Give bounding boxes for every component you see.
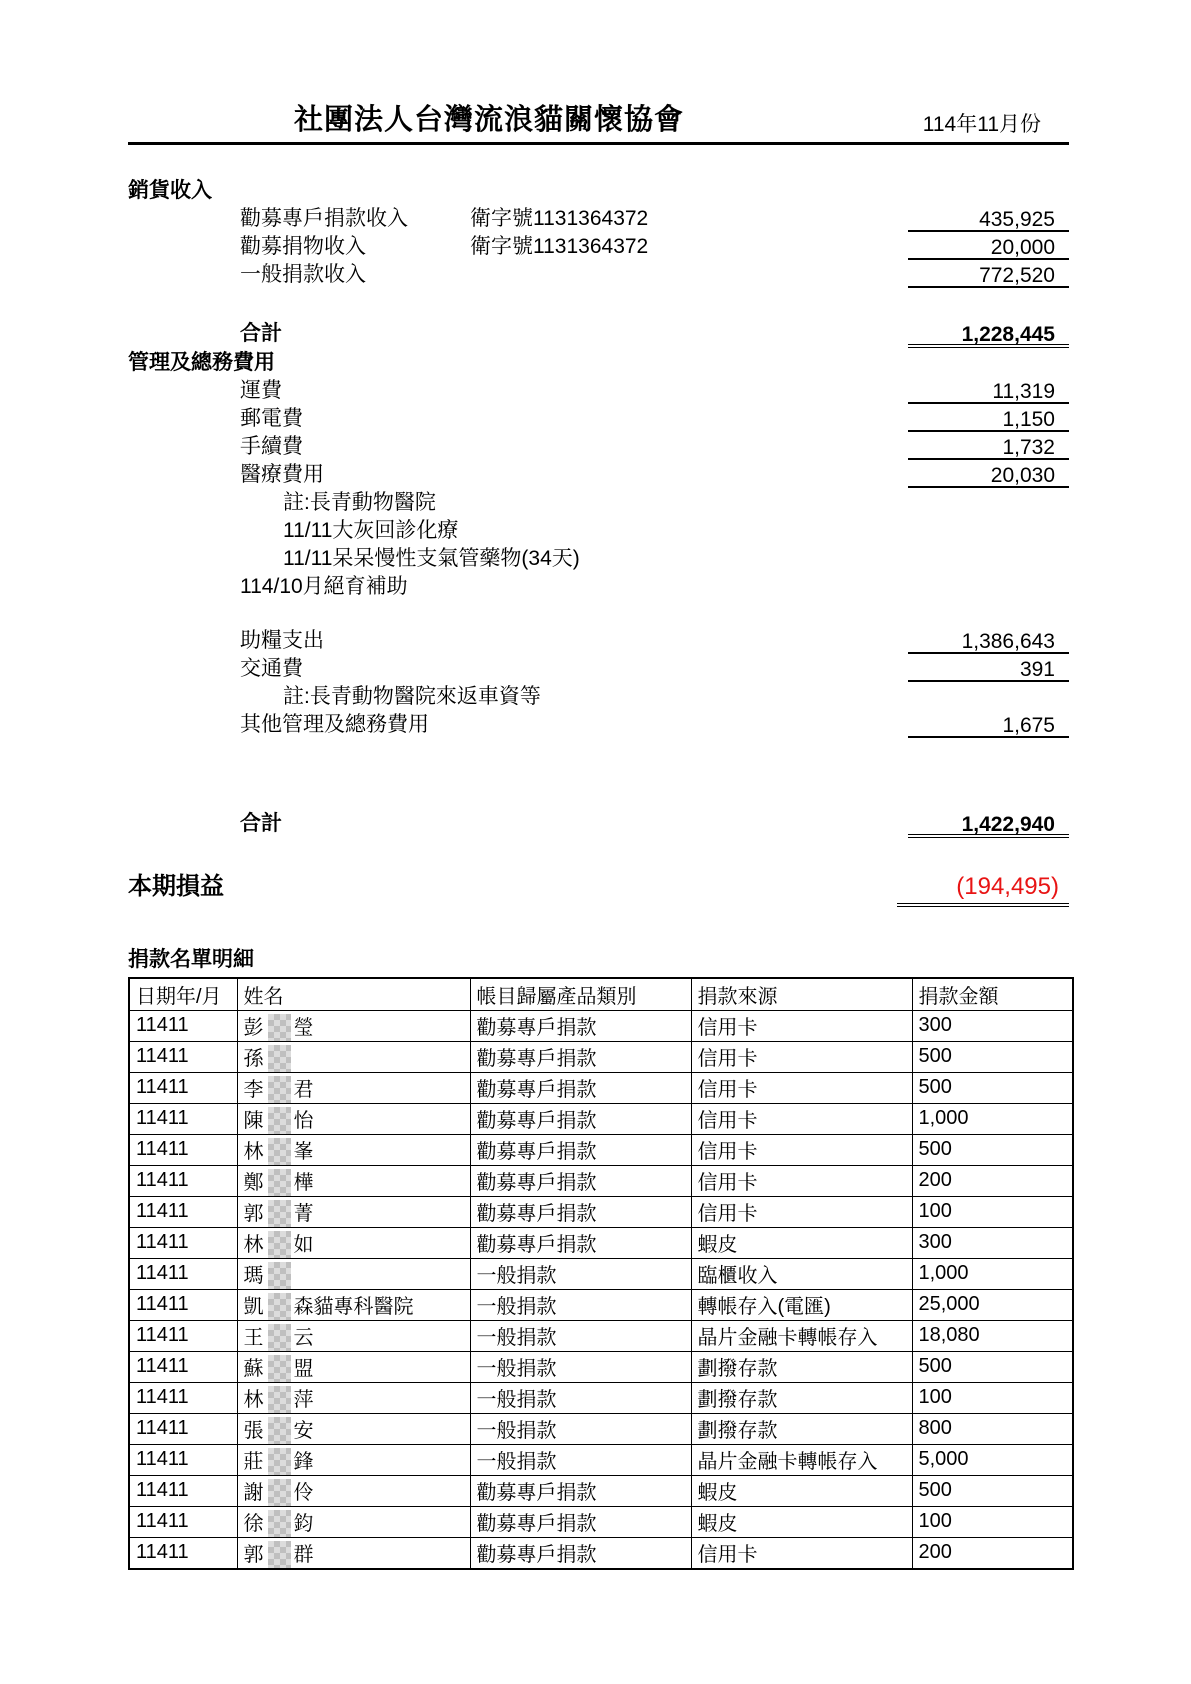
donation-source: 劃撥存款 <box>691 1413 912 1444</box>
donor-surname: 郭 <box>243 1202 264 1225</box>
expense-row-amount: 1,675 <box>908 712 1069 738</box>
donation-date: 11411 <box>129 1103 237 1134</box>
donor-surname: 王 <box>243 1326 264 1349</box>
expense-total-amount: 1,422,940 <box>908 810 1069 838</box>
expense-row-label: 手續費 <box>240 435 303 458</box>
donor-given-name: 如 <box>293 1233 314 1256</box>
donation-date: 11411 <box>129 1382 237 1413</box>
donor-given-name: 萍 <box>293 1388 314 1411</box>
donor-surname: 瑪 <box>243 1264 264 1287</box>
redacted-name-mask <box>268 1200 291 1227</box>
donation-category: 勸募專戶捐款 <box>470 1134 691 1165</box>
redacted-name-mask <box>268 1045 291 1072</box>
redacted-name-mask <box>268 1231 291 1258</box>
donation-category: 勸募專戶捐款 <box>470 1506 691 1537</box>
donor-given-name: 云 <box>293 1326 314 1349</box>
spacer <box>128 289 1069 319</box>
donation-amount: 18,080 <box>912 1320 1073 1351</box>
donation-date: 11411 <box>129 1320 237 1351</box>
income-row <box>128 261 1069 289</box>
donation-row <box>129 1196 1073 1227</box>
donation-row <box>129 1537 1073 1569</box>
donation-source: 蝦皮 <box>691 1227 912 1258</box>
donation-name <box>237 1165 470 1196</box>
expense-row <box>128 461 1069 489</box>
expense-row-label: 醫療費用 <box>240 463 324 486</box>
donation-date: 11411 <box>129 1413 237 1444</box>
donation-row <box>129 1041 1073 1072</box>
donation-name <box>237 1010 470 1041</box>
donation-source: 信用卡 <box>691 1010 912 1041</box>
expense-total-row <box>128 809 1069 839</box>
donation-source: 信用卡 <box>691 1537 912 1569</box>
donation-source: 信用卡 <box>691 1072 912 1103</box>
income-row-amount: 435,925 <box>908 206 1069 232</box>
donation-source: 信用卡 <box>691 1196 912 1227</box>
donation-row <box>129 1227 1073 1258</box>
expense-row <box>128 405 1069 433</box>
income-row <box>128 205 1069 233</box>
spacer <box>128 839 1069 867</box>
column-header-amount: 捐款金額 <box>912 978 1073 1010</box>
redacted-name-mask <box>268 1169 291 1196</box>
donation-name <box>237 1320 470 1351</box>
spacer <box>128 145 1069 177</box>
expense-total-label: 合計 <box>240 812 282 835</box>
donor-surname: 郭 <box>243 1543 264 1566</box>
donation-amount: 1,000 <box>912 1258 1073 1289</box>
donor-surname: 孫 <box>243 1047 264 1070</box>
donation-amount: 300 <box>912 1227 1073 1258</box>
expense-row-label: 助糧支出 <box>240 629 324 652</box>
donation-date: 11411 <box>129 1258 237 1289</box>
donor-surname: 李 <box>243 1078 264 1101</box>
donation-source: 轉帳存入(電匯) <box>691 1289 912 1320</box>
donation-row <box>129 1072 1073 1103</box>
donation-category: 勸募專戶捐款 <box>470 1103 691 1134</box>
donation-name <box>237 1351 470 1382</box>
donation-source: 信用卡 <box>691 1103 912 1134</box>
donation-date: 11411 <box>129 1227 237 1258</box>
donation-date: 11411 <box>129 1165 237 1196</box>
donation-name <box>237 1103 470 1134</box>
column-header-name: 姓名 <box>237 978 470 1010</box>
donation-category: 一般捐款 <box>470 1289 691 1320</box>
donation-date: 11411 <box>129 1475 237 1506</box>
donation-name <box>237 1072 470 1103</box>
donor-surname: 蘇 <box>243 1357 264 1380</box>
redacted-name-mask <box>268 1479 291 1506</box>
donation-source: 晶片金融卡轉帳存入 <box>691 1320 912 1351</box>
expense-note <box>128 573 1069 601</box>
expense-row <box>128 627 1069 655</box>
donation-amount: 500 <box>912 1351 1073 1382</box>
donation-category: 一般捐款 <box>470 1351 691 1382</box>
donor-given-name: 峯 <box>293 1140 314 1163</box>
donor-surname: 凱 <box>243 1295 264 1318</box>
donation-source: 臨櫃收入 <box>691 1258 912 1289</box>
redacted-name-mask <box>268 1510 291 1537</box>
income-row-ref: 衛字號1131364372 <box>470 235 649 258</box>
donation-row <box>129 1258 1073 1289</box>
report-content <box>128 0 1069 1570</box>
donation-name <box>237 1289 470 1320</box>
donation-name <box>237 1382 470 1413</box>
donation-row <box>129 1320 1073 1351</box>
donation-amount: 200 <box>912 1165 1073 1196</box>
expense-row-amount: 1,386,643 <box>908 628 1069 654</box>
donation-category: 勸募專戶捐款 <box>470 1041 691 1072</box>
expense-note <box>128 545 1069 573</box>
redacted-name-mask <box>268 1107 291 1134</box>
donation-date: 11411 <box>129 1010 237 1041</box>
donor-surname: 林 <box>243 1233 264 1256</box>
donation-date: 11411 <box>129 1351 237 1382</box>
donation-source: 劃撥存款 <box>691 1351 912 1382</box>
redacted-name-mask <box>268 1293 291 1320</box>
expense-note-text: 註:長青動物醫院 <box>283 491 436 514</box>
spacer <box>128 601 1069 627</box>
donor-given-name: 鈞 <box>293 1512 314 1535</box>
donation-name <box>237 1413 470 1444</box>
report-period: 114年11月份 <box>922 113 1041 136</box>
donation-date: 11411 <box>129 1289 237 1320</box>
donation-row <box>129 1351 1073 1382</box>
donation-category: 一般捐款 <box>470 1413 691 1444</box>
donation-name <box>237 1475 470 1506</box>
donation-category: 勸募專戶捐款 <box>470 1227 691 1258</box>
donation-name <box>237 1134 470 1165</box>
donation-row <box>129 1165 1073 1196</box>
donation-name <box>237 1506 470 1537</box>
expense-row-amount: 11,319 <box>908 378 1069 404</box>
redacted-name-mask <box>268 1014 291 1041</box>
organization-title: 社團法人台灣流浪貓關懷協會 <box>294 104 685 136</box>
donation-date: 11411 <box>129 1537 237 1569</box>
donor-surname: 彭 <box>243 1016 264 1039</box>
expense-row <box>128 711 1069 739</box>
income-row <box>128 233 1069 261</box>
donor-given-name: 盟 <box>293 1357 314 1380</box>
donation-source: 晶片金融卡轉帳存入 <box>691 1444 912 1475</box>
donation-category: 一般捐款 <box>470 1444 691 1475</box>
net-income-label: 本期損益 <box>128 873 224 900</box>
income-row-label: 勸募專戶捐款收入 <box>240 207 408 230</box>
donation-amount: 100 <box>912 1506 1073 1537</box>
donation-source: 信用卡 <box>691 1041 912 1072</box>
expense-note-text: 114/10月絕育補助 <box>240 575 408 598</box>
donation-amount: 500 <box>912 1072 1073 1103</box>
expense-note-text: 11/11呆呆慢性支氣管藥物(34天) <box>283 547 580 570</box>
income-total-label: 合計 <box>240 322 282 345</box>
donation-amount: 5,000 <box>912 1444 1073 1475</box>
net-income-amount: (194,495) <box>897 869 1069 907</box>
expense-note <box>128 489 1069 517</box>
donation-category: 一般捐款 <box>470 1382 691 1413</box>
income-row-label: 一般捐款收入 <box>240 263 366 286</box>
donation-amount: 500 <box>912 1475 1073 1506</box>
donation-category: 勸募專戶捐款 <box>470 1165 691 1196</box>
donor-given-name: 樺 <box>293 1171 314 1194</box>
donation-amount: 100 <box>912 1196 1073 1227</box>
column-header-category: 帳目歸屬產品類別 <box>470 978 691 1010</box>
donation-table-heading: 捐款名單明細 <box>128 948 254 971</box>
expense-row <box>128 377 1069 405</box>
expense-section-heading: 管理及總務費用 <box>128 351 275 374</box>
redacted-name-mask <box>268 1417 291 1444</box>
donor-surname: 張 <box>243 1419 264 1442</box>
income-row-label: 勸募捐物收入 <box>240 235 366 258</box>
donation-category: 勸募專戶捐款 <box>470 1537 691 1569</box>
donation-amount: 25,000 <box>912 1289 1073 1320</box>
expense-row-label: 郵電費 <box>240 407 303 430</box>
expense-row <box>128 655 1069 683</box>
donation-amount: 800 <box>912 1413 1073 1444</box>
donation-date: 11411 <box>129 1041 237 1072</box>
redacted-name-mask <box>268 1448 291 1475</box>
donation-name <box>237 1227 470 1258</box>
redacted-name-mask <box>268 1324 291 1351</box>
donation-date: 11411 <box>129 1072 237 1103</box>
donation-row <box>129 1010 1073 1041</box>
expense-row-amount: 1,150 <box>908 406 1069 432</box>
income-row-amount: 20,000 <box>908 234 1069 260</box>
donation-category: 一般捐款 <box>470 1258 691 1289</box>
donor-given-name: 瑩 <box>293 1016 314 1039</box>
donation-row <box>129 1475 1073 1506</box>
donation-amount: 500 <box>912 1041 1073 1072</box>
column-header-source: 捐款來源 <box>691 978 912 1010</box>
spacer <box>128 907 1069 947</box>
redacted-name-mask <box>268 1386 291 1413</box>
donation-source: 信用卡 <box>691 1134 912 1165</box>
donation-source: 蝦皮 <box>691 1506 912 1537</box>
expense-row-label: 交通費 <box>240 657 303 680</box>
expense-row-label: 其他管理及總務費用 <box>240 713 429 736</box>
net-income-row <box>128 867 1069 907</box>
column-header-date: 日期年/月 <box>129 978 237 1010</box>
donation-table-body <box>129 1010 1073 1569</box>
donor-given-name: 森貓專科醫院 <box>293 1295 414 1318</box>
donation-date: 11411 <box>129 1444 237 1475</box>
donor-surname: 林 <box>243 1388 264 1411</box>
donor-surname: 鄭 <box>243 1171 264 1194</box>
donation-amount: 300 <box>912 1010 1073 1041</box>
donation-name <box>237 1444 470 1475</box>
donor-given-name: 君 <box>293 1078 314 1101</box>
donation-date: 11411 <box>129 1134 237 1165</box>
expense-row <box>128 433 1069 461</box>
redacted-name-mask <box>268 1076 291 1103</box>
donation-amount: 100 <box>912 1382 1073 1413</box>
donation-date: 11411 <box>129 1506 237 1537</box>
donation-category: 勸募專戶捐款 <box>470 1010 691 1041</box>
donation-category: 勸募專戶捐款 <box>470 1196 691 1227</box>
donation-row <box>129 1289 1073 1320</box>
income-total-row <box>128 319 1069 349</box>
donation-row <box>129 1103 1073 1134</box>
expense-note <box>128 517 1069 545</box>
donation-name <box>237 1196 470 1227</box>
expense-row-amount: 1,732 <box>908 434 1069 460</box>
donor-given-name: 菁 <box>293 1202 314 1225</box>
donation-date: 11411 <box>129 1196 237 1227</box>
donor-given-name: 怡 <box>293 1109 314 1132</box>
income-section-heading: 銷貨收入 <box>128 179 212 202</box>
donation-amount: 500 <box>912 1134 1073 1165</box>
income-total-amount: 1,228,445 <box>908 320 1069 348</box>
donor-surname: 莊 <box>243 1450 264 1473</box>
redacted-name-mask <box>268 1262 291 1289</box>
expense-note-text: 11/11大灰回診化療 <box>283 519 459 542</box>
donation-source: 劃撥存款 <box>691 1382 912 1413</box>
donor-surname: 陳 <box>243 1109 264 1132</box>
donor-given-name: 群 <box>293 1543 314 1566</box>
donation-name <box>237 1537 470 1569</box>
donation-category: 勸募專戶捐款 <box>470 1475 691 1506</box>
donation-source: 蝦皮 <box>691 1475 912 1506</box>
donation-name <box>237 1258 470 1289</box>
donation-row <box>129 1506 1073 1537</box>
redacted-name-mask <box>268 1138 291 1165</box>
donor-surname: 謝 <box>243 1481 264 1504</box>
donor-surname: 徐 <box>243 1512 264 1535</box>
report-header <box>128 0 1069 138</box>
income-row-ref: 衛字號1131364372 <box>470 207 649 230</box>
expense-row-label: 運費 <box>240 379 282 402</box>
donation-amount: 1,000 <box>912 1103 1073 1134</box>
donation-row <box>129 1444 1073 1475</box>
donor-given-name: 安 <box>293 1419 314 1442</box>
donation-row <box>129 1382 1073 1413</box>
expense-note <box>128 683 1069 711</box>
donation-table-header-row <box>129 978 1073 1010</box>
donation-source: 信用卡 <box>691 1165 912 1196</box>
expense-row-amount: 391 <box>908 656 1069 682</box>
donation-table <box>128 977 1074 1570</box>
expense-row-amount: 20,030 <box>908 462 1069 488</box>
donation-amount: 200 <box>912 1537 1073 1569</box>
expense-note-text: 註:長青動物醫院來返車資等 <box>283 685 541 708</box>
donation-name <box>237 1041 470 1072</box>
redacted-name-mask <box>268 1541 291 1568</box>
donor-surname: 林 <box>243 1140 264 1163</box>
spacer <box>128 739 1069 809</box>
income-row-amount: 772,520 <box>908 262 1069 288</box>
donation-row <box>129 1413 1073 1444</box>
redacted-name-mask <box>268 1355 291 1382</box>
donation-category: 勸募專戶捐款 <box>470 1072 691 1103</box>
donation-row <box>129 1134 1073 1165</box>
donor-given-name: 鋒 <box>293 1450 314 1473</box>
donor-given-name: 伶 <box>293 1481 314 1504</box>
donation-category: 一般捐款 <box>470 1320 691 1351</box>
